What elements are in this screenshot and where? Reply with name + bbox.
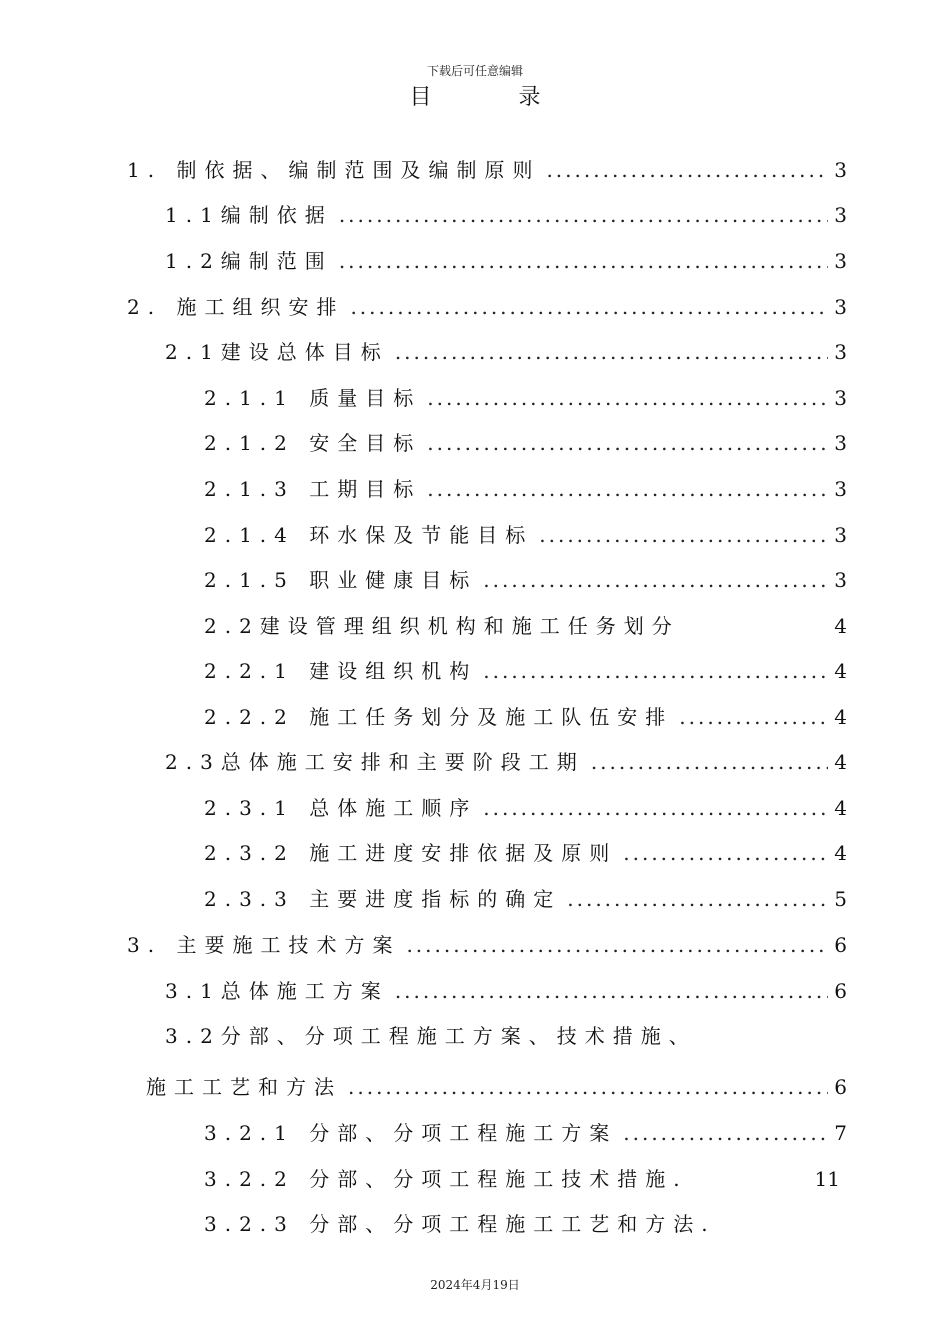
toc-entry-page: 4 <box>834 614 847 638</box>
toc-entry-text: 3.2.3 分部、分项工程施工工艺和方法. <box>204 1212 716 1236</box>
toc-entry[interactable] <box>204 520 847 550</box>
toc-entry-page: 6 <box>834 979 847 1003</box>
toc-entry-text: 1. 制依据、编制范围及编制原则 <box>127 158 541 182</box>
toc-leader-dots <box>339 246 828 276</box>
toc-entry-text: 2.3.3 主要进度指标的确定 <box>204 887 562 911</box>
toc-entry-text: 1.2编制范围 <box>165 249 333 273</box>
toc-entry-text: 3.2.1 分部、分项工程施工方案 <box>204 1121 618 1145</box>
toc-entry-page: 4 <box>834 796 847 820</box>
toc-leader-dots <box>623 1118 828 1148</box>
toc-entry-page: 3 <box>834 477 847 501</box>
toc-entry[interactable] <box>204 1118 847 1148</box>
toc-entry-page: 11 <box>814 1167 840 1191</box>
toc-entry[interactable] <box>127 292 847 322</box>
toc-entry-page: 7 <box>834 1121 847 1145</box>
toc-leader-dots <box>546 155 828 185</box>
toc-entry-page: 3 <box>834 295 847 319</box>
toc-entry-page: 3 <box>834 249 847 273</box>
toc-leader-dots <box>539 520 828 550</box>
toc-entry-page: 3 <box>834 386 847 410</box>
toc-entry[interactable] <box>127 155 847 185</box>
toc-leader-dots <box>483 793 828 823</box>
toc-entry[interactable] <box>204 793 847 823</box>
toc-entry-text: 2.2.1 建设组织机构 <box>204 659 478 683</box>
toc-entry-text: 2.1.2 安全目标 <box>204 431 422 455</box>
toc-entry-page: 3 <box>834 431 847 455</box>
toc-entry-text: 施工工艺和方法 <box>146 1075 342 1099</box>
toc-entry-text: 3.1总体施工方案 <box>165 979 389 1003</box>
toc-entry-text: 2.1.4 环水保及节能目标 <box>204 523 534 547</box>
toc-leader-dots <box>483 565 828 595</box>
toc-entry[interactable] <box>204 838 847 868</box>
toc-entry[interactable] <box>165 976 847 1006</box>
toc-entry[interactable] <box>165 200 847 230</box>
toc-entry-page: 3 <box>834 158 847 182</box>
toc-entry-text: 3.2.2 分部、分项工程施工技术措施. <box>204 1167 688 1191</box>
toc-entry[interactable] <box>204 884 847 914</box>
toc-entry-text: 2.3.2 施工进度安排依据及原则 <box>204 841 618 865</box>
toc-leader-dots <box>483 656 828 686</box>
toc-entry-page: 3 <box>834 523 847 547</box>
toc-leader-dots <box>395 976 828 1006</box>
toc-entry-text: 2.1.1 质量目标 <box>204 386 422 410</box>
toc-entry[interactable] <box>204 611 847 641</box>
toc-entry[interactable] <box>146 1072 847 1102</box>
toc-leader-dots <box>591 747 828 777</box>
toc-entry[interactable] <box>204 383 847 413</box>
toc-entry-text: 3. 主要施工技术方案 <box>127 933 401 957</box>
toc-entry-page: 4 <box>834 750 847 774</box>
toc-entry-text: 1.1编制依据 <box>165 203 333 227</box>
toc-entry[interactable] <box>204 1209 847 1239</box>
toc-leader-dots <box>427 428 828 458</box>
toc-entry-page: 3 <box>834 203 847 227</box>
toc-leader-dots <box>623 838 828 868</box>
toc-leader-dots <box>427 474 828 504</box>
toc-entry[interactable] <box>204 474 847 504</box>
toc-entry[interactable] <box>204 428 847 458</box>
toc-entry-text: 2.1.5 职业健康目标 <box>204 568 478 592</box>
toc-leader-dots <box>427 383 828 413</box>
toc-entry[interactable] <box>204 702 847 732</box>
toc-entry[interactable] <box>204 1164 840 1194</box>
toc-entry-page: 5 <box>834 887 847 911</box>
toc-leader-dots <box>348 1072 828 1102</box>
toc-entry-page: 3 <box>834 568 847 592</box>
page-header: 下载后可任意编辑 <box>426 64 523 78</box>
toc-entry-text: 2.3总体施工安排和主要阶段工期 <box>165 750 585 774</box>
toc-entry-text: 2.2建设管理组织机构和施工任务划分 <box>204 614 680 638</box>
toc-leader-dots <box>339 200 828 230</box>
toc-entry-text: 2.2.2 施工任务划分及施工队伍安排 <box>204 705 674 729</box>
toc-entry[interactable] <box>204 565 847 595</box>
page-title: 目 录 <box>409 85 581 110</box>
toc-entry-text: 2.1建设总体目标 <box>165 340 389 364</box>
toc-entry-page: 4 <box>834 705 847 729</box>
toc-entry[interactable] <box>165 747 847 777</box>
toc-entry-text: 2. 施工组织安排 <box>127 295 345 319</box>
toc-entry-page: 6 <box>834 1075 847 1099</box>
toc-leader-dots <box>567 884 828 914</box>
toc-entry[interactable] <box>165 337 847 367</box>
toc-entry[interactable] <box>165 246 847 276</box>
toc-leader-dots <box>406 930 828 960</box>
toc-entry-text: 2.3.1 总体施工顺序 <box>204 796 478 820</box>
toc-entry[interactable] <box>165 1021 847 1051</box>
toc-entry-text: 2.1.3 工期目标 <box>204 477 422 501</box>
toc-entry-page: 4 <box>834 659 847 683</box>
page-footer-date: 2024年4月19日 <box>430 1278 520 1292</box>
toc-entry-page: 6 <box>834 933 847 957</box>
toc-entry[interactable] <box>204 656 847 686</box>
toc-leader-dots <box>350 292 828 322</box>
toc-entry-page: 3 <box>834 340 847 364</box>
toc-entry[interactable] <box>127 930 847 960</box>
toc-leader-dots <box>679 702 828 732</box>
toc-entry-text: 3.2分部、分项工程施工方案、技术措施、 <box>165 1024 697 1048</box>
toc-entry-page: 4 <box>834 841 847 865</box>
toc-leader-dots <box>395 337 828 367</box>
